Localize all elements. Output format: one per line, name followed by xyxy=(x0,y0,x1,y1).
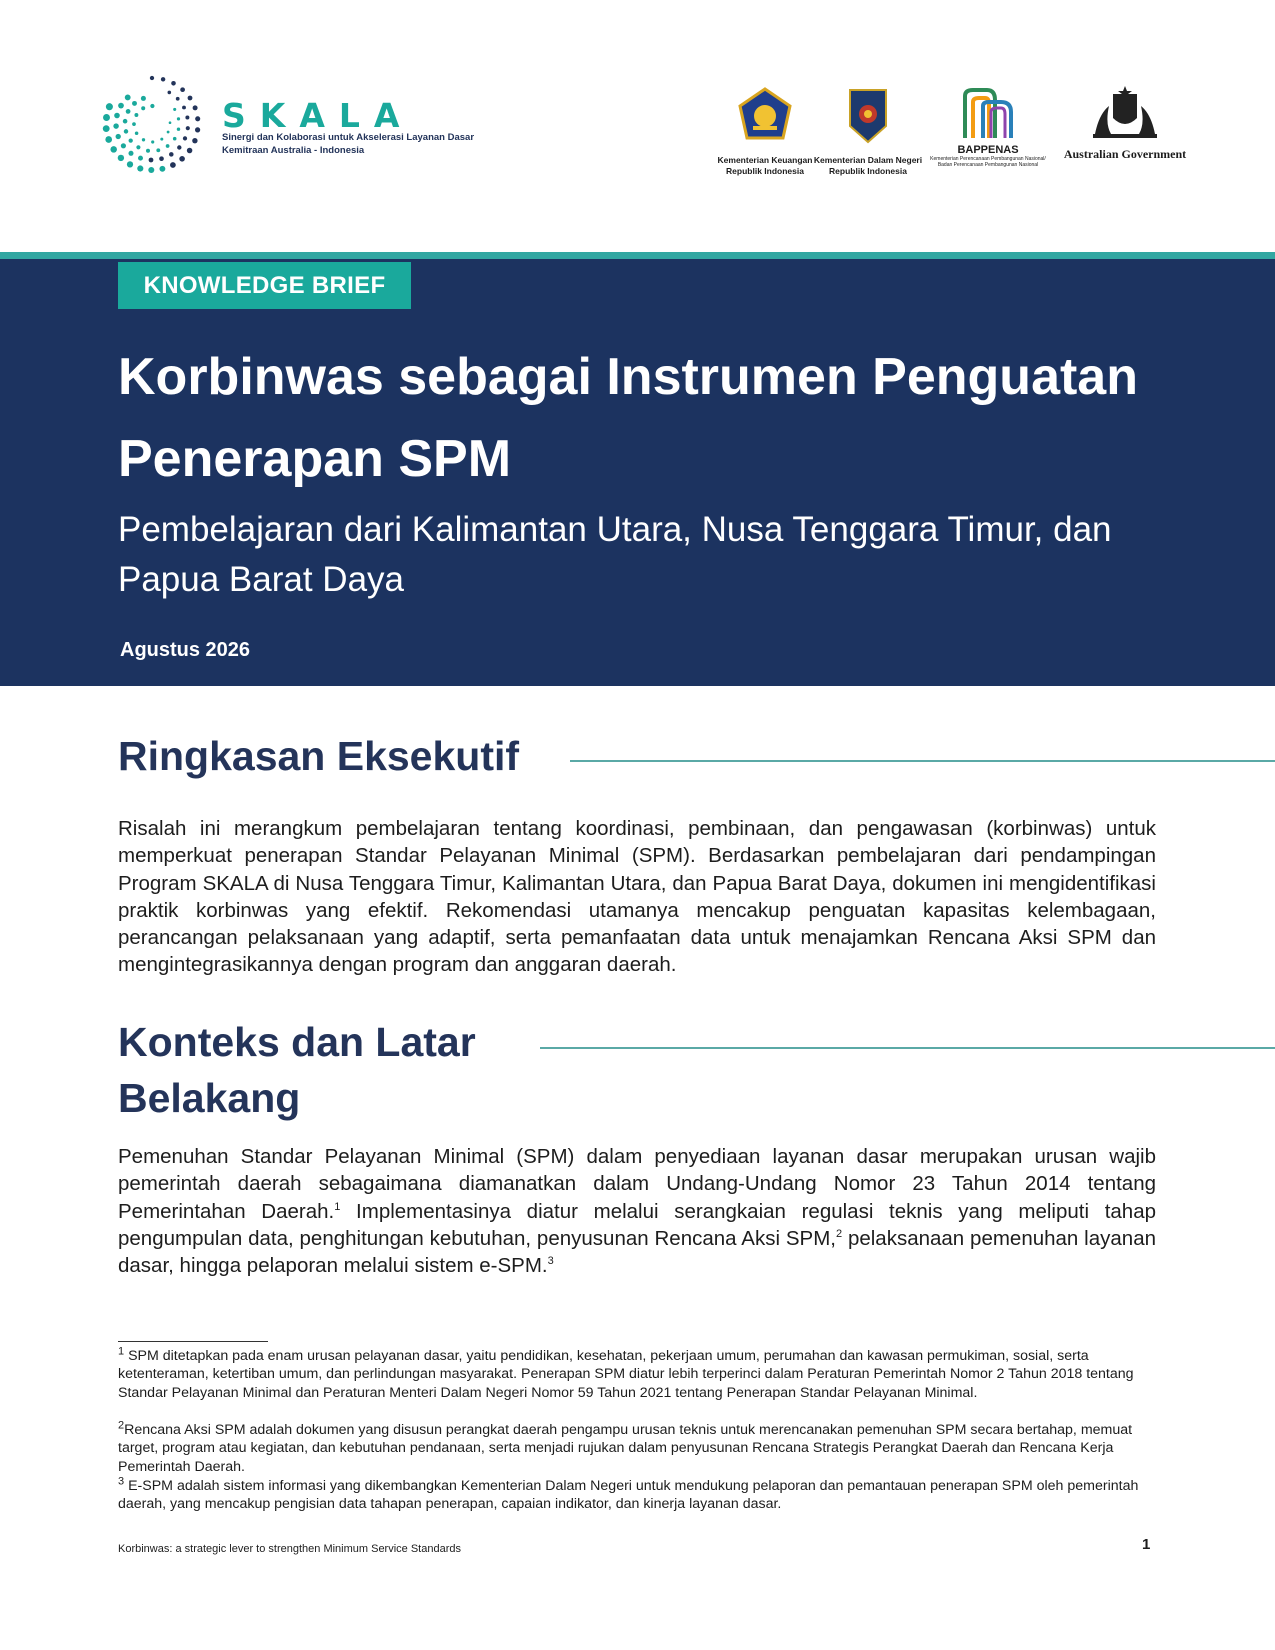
logo-dot xyxy=(195,116,200,121)
logo-dot xyxy=(106,103,113,110)
kemendagri-name: Kementerian Dalam Negeri xyxy=(813,155,923,165)
footnote-ref-3[interactable]: 3 xyxy=(547,1255,554,1268)
logo-dot xyxy=(148,167,154,173)
logo-dot xyxy=(103,114,110,121)
kemenkeu-country: Republik Indonesia xyxy=(726,166,804,176)
logo-dot xyxy=(116,134,121,139)
page-number: 1 xyxy=(1142,1536,1151,1553)
logo-dot xyxy=(129,138,133,142)
logo-dot xyxy=(182,106,186,110)
running-footer-title: Korbinwas: a strategic lever to strengthen Minimum Service Standards xyxy=(118,1543,461,1555)
skala-wordmark: SKALA xyxy=(222,96,414,135)
footnote-ref-2[interactable]: 2 xyxy=(835,1228,843,1241)
kemenkeu-emblem-icon xyxy=(735,86,795,146)
logo-dot xyxy=(195,127,200,132)
footnote-2-number: 2 xyxy=(118,1419,125,1432)
context-heading-line1: Konteks dan Latar xyxy=(118,1019,476,1065)
logo-dot xyxy=(187,148,193,154)
logo-dot xyxy=(105,136,112,143)
context-heading-line2: Belakang xyxy=(118,1075,301,1121)
logo-dot xyxy=(173,108,176,111)
logo-dot xyxy=(132,101,137,106)
footnote-2-text: Rencana Aksi SPM adalah dokumen yang disusun perangkat daerah pengampu urusan teknis untuk merencanakan pemenuhan SPM secara bertahap, memuat target, program atau kegiatan, dan kebutuhan pendanaan, serta menjadi rujukan dalam penyusunan Rencana Strategis Perangkat Daerah dan Rencana Kerja Pemerintah Daerah. xyxy=(118,1422,1133,1475)
skala-partnership: Kemitraan Australia - Indonesia xyxy=(222,145,365,156)
logo-dot xyxy=(151,140,154,143)
logo-dot xyxy=(180,87,185,92)
logo-dot xyxy=(103,125,110,132)
footnote-3 xyxy=(118,1477,1156,1514)
footnote-2 xyxy=(118,1421,1156,1476)
logo-dot xyxy=(132,122,136,126)
logo-dot xyxy=(137,165,143,171)
footnote-1-number: 1 xyxy=(118,1345,125,1358)
logo-dot xyxy=(142,138,145,141)
bappenas-emblem-icon xyxy=(959,86,1017,142)
footnote-3-text: E-SPM adalah sistem informasi yang dikembangkan Kementerian Dalam Negeri untuk mendukung pelaporan dan pemantauan penerapan SPM oleh pemerintah daerah, yang mencakup pengisian data tahapan penerapan, capaian indikator, dan kinerja layanan dasar. xyxy=(118,1478,1139,1513)
logo-dot xyxy=(136,145,140,149)
logo-dot xyxy=(160,138,163,141)
bappenas-logo xyxy=(928,86,1048,168)
context-heading-rule xyxy=(540,1047,1275,1049)
kemendagri-logo xyxy=(810,86,926,177)
logo-dot xyxy=(170,162,176,168)
context-heading xyxy=(118,1014,476,1126)
australian-government-logo xyxy=(1060,84,1190,160)
logo-dot xyxy=(177,127,180,130)
footnote-1 xyxy=(118,1347,1156,1402)
logo-dot xyxy=(168,91,172,95)
logo-dot xyxy=(124,129,128,133)
logo-dot xyxy=(135,132,139,136)
skala-tagline: Sinergi dan Kolaborasi untuk Akselerasi Layanan Dasar xyxy=(222,132,475,143)
logo-dot xyxy=(128,151,133,156)
logo-dot xyxy=(169,152,174,157)
logo-dot xyxy=(113,123,118,128)
logo-dot xyxy=(173,137,177,141)
summary-paragraph: Risalah ini merangkum pembelajaran tentang koordinasi, pembinaan, dan pengawasan (korbinwas) untuk memperkuat penerapan Standar Pelayanan Minimal (SPM). Berdasarkan pembelajaran dari pendampingan Program SKALA di Nusa Tenggara Timur, Kalimantan Utara, dan Papua Barat Daya, dokumen ini mengidentifikasi praktik korbinwas yang efektif. Rekomendasi utamanya mencakup penguatan kapasitas kelembagaan, perancangan pelaksanaan yang adaptif, serta pemanfaatan data untuk menajamkan Rencana Aksi SPM dan mengintegrasikannya dengan program dan anggaran daerah. xyxy=(118,817,1156,977)
knowledge-brief-tag: KNOWLEDGE BRIEF xyxy=(118,262,411,309)
logo-dot xyxy=(141,96,146,101)
logo-dot xyxy=(134,113,138,117)
kemenkeu-logo xyxy=(706,86,824,177)
context-text-part1: Pemenuhan Standar Pelayanan Minimal (SPM) dalam penyediaan layanan dasar merupakan urusan wajib pemerintah daerah sebagaimana diamanatkan dalam Undang-Undang Nomor 23 Tahun 2014 tentang Pemerintahan Daerah. xyxy=(118,1145,1156,1223)
logo-dot xyxy=(193,105,198,110)
logo-dot xyxy=(183,136,187,140)
document-title: Korbinwas sebagai Instrumen Penguatan Penerapan SPM xyxy=(118,348,1138,488)
kemenkeu-name: Kementerian Keuangan xyxy=(717,155,813,165)
logo-dot xyxy=(146,149,150,153)
logo-dot xyxy=(176,97,180,101)
bappenas-name: BAPPENAS xyxy=(957,144,1019,156)
logo-dot xyxy=(192,138,197,143)
logo-dot xyxy=(177,145,181,149)
logo-dot xyxy=(179,156,185,162)
logo-dot xyxy=(123,119,128,124)
logo-dot xyxy=(127,161,133,167)
logo-dot xyxy=(166,144,170,148)
summary-heading-rule xyxy=(570,760,1275,762)
footnote-ref-1[interactable]: 1 xyxy=(334,1200,341,1213)
logo-dot xyxy=(125,94,131,100)
footnote-separator xyxy=(118,1341,268,1342)
logo-dot xyxy=(121,143,126,148)
document-subtitle: Pembelajaran dari Kalimantan Utara, Nusa Tenggara Timur, dan Papua Barat Daya xyxy=(118,510,1112,599)
logo-dot xyxy=(188,96,193,101)
coat-of-arms-icon xyxy=(1085,84,1165,142)
logo-dot xyxy=(126,109,131,114)
kemendagri-country: Republik Indonesia xyxy=(829,166,907,176)
bappenas-sub-line2: Badan Perencanaan Pembangunan Nasional xyxy=(937,162,1039,168)
banner-accent-line xyxy=(0,252,1275,259)
context-paragraph xyxy=(118,1143,1156,1279)
australian-government-caption: Australian Government xyxy=(1063,147,1187,161)
kemendagri-emblem-icon xyxy=(846,86,890,146)
logo-dot xyxy=(186,126,190,130)
bappenas-sub-line1: Kementerian Perencanaan Pembangunan Nasional/ xyxy=(930,156,1046,162)
footnote-3-number: 3 xyxy=(118,1475,125,1488)
summary-heading: Ringkasan Eksekutif xyxy=(118,733,520,779)
logo-dot xyxy=(118,155,124,161)
logo-dot xyxy=(150,104,154,108)
logo-dot xyxy=(141,106,145,110)
context-text-part3: pelaksanaan pemenuhan layanan dasar, hingga pelaporan melalui sistem e-SPM. xyxy=(118,1226,1156,1278)
logo-dot xyxy=(161,77,165,81)
footnote-1-text: SPM ditetapkan pada enam urusan pelayanan dasar, yaitu pendidikan, kesehatan, pekerjaan umum, perumahan dan kawasan permukiman, sosial, serta ketenteraman, ketertiban umum, dan perlindungan masyarakat. Penerapan SPM diatur lebih terperinci dalam Peraturan Pemerintah Nomor 2 Tahun 2018 tentang Standar Pelayanan Minimal dan Peraturan Menteri Dalam Negeri Nomor 59 Tahun 2021 tentang Penerapan Standar Pelayanan Minimal. xyxy=(118,1348,1134,1401)
logo-dot xyxy=(159,156,164,161)
logo-dot xyxy=(114,113,120,119)
logo-dot xyxy=(150,76,154,80)
logo-dot xyxy=(159,166,165,172)
logo-dot xyxy=(118,103,124,109)
logo-dot xyxy=(185,116,189,120)
logo-dot xyxy=(138,156,143,161)
publication-date: Agustus 2026 xyxy=(120,639,251,661)
logo-dot xyxy=(177,117,180,120)
context-text-part2: Implementasinya diatur melalui serangkaian regulasi teknis yang meliputi tahap pengumpulan data, penghitungan kebutuhan, penyusunan Rencana Aksi SPM, xyxy=(118,1199,1157,1250)
logo-dot xyxy=(169,121,172,124)
logo-dot xyxy=(110,146,117,153)
logo-dot xyxy=(167,131,170,134)
logo-dot xyxy=(149,158,154,163)
logo-dot xyxy=(171,81,176,86)
logo-dot xyxy=(156,148,160,152)
